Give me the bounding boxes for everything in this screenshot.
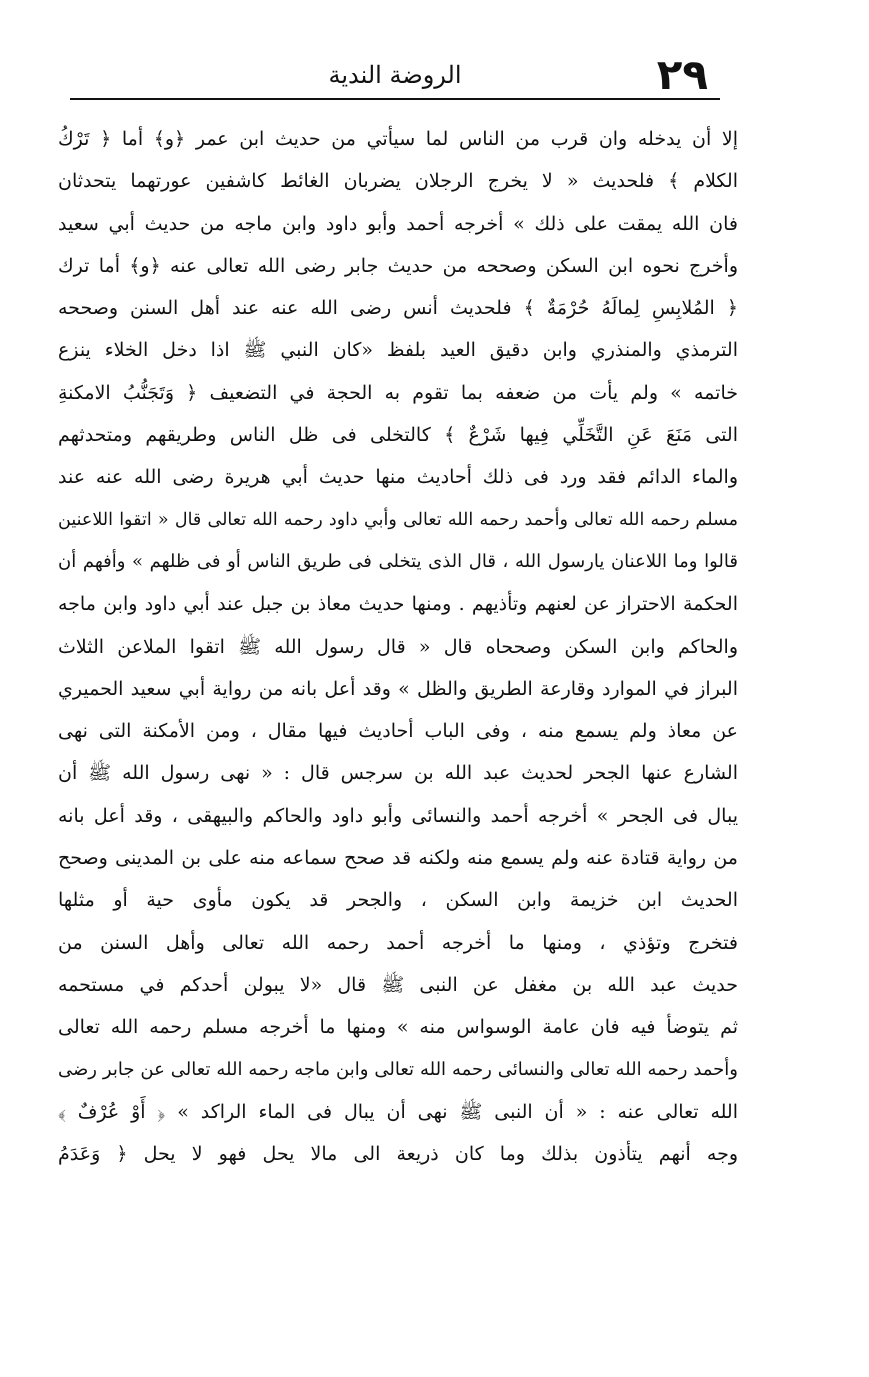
text-line: الشارع عنها الجحر لحديث عبد الله بن سرجس قال : « نهى رسول الله ﷺ أن [58,762,738,785]
text-line: فان الله يمقت على ذلك » أخرجه أحمد وأبو داود وابن ماجه من حديث أبي سعيد [58,212,738,235]
page-header [70,50,720,100]
text-line: وجه أنهم يتأذون بذلك وما كان ذريعة الى مالا يحل فهو لا يحل ﴿ وَعَدَمُ [58,1143,738,1166]
text-line: إلا أن يدخله وان قرب من الناس لما سيأتي من حديث ابن عمر ﴿و﴾ أما ﴿ تَرْكُ [58,128,738,150]
text-line: حديث عبد الله بن مغفل عن النبى ﷺ قال «لا يبولن أحدكم في مستحمه [58,973,738,996]
text-line: عن معاذ ولم يسمع منه ، وفى الباب أحاديث فيها مقال ، ومن الأمكنة التى نهى [58,720,738,743]
text-line: فتخرج وتؤذي ، ومنها ما أخرجه أحمد رحمه الله تعالى وأهل السنن من [58,931,738,954]
text-line: التى مَنَعَ عَنِ التَّخَلِّي فِيها شَرْعٌ ﴾ كالتخلى فى ظل الناس وطريقهم ومتحدثهم [58,424,738,447]
text-line: والحاكم وابن السكن وصححاه قال « قال رسول الله ﷺ اتقوا الملاعن الثلاث [58,635,738,658]
text-line: والماء الدائم فقد ورد فى ذلك أحاديث منها حديث أبي هريرة رضى الله عنه عند [58,466,738,489]
text-line: يبال فى الجحر » أخرجه أحمد والنسائى وأبو داود والحاكم والبيهقى ، وقد أعل بانه [58,804,738,827]
text-line: الترمذي والمنذري وابن دقيق العيد بلفظ «كان النبي ﷺ اذا دخل الخلاء ينزع [58,339,738,362]
text-line: قالوا وما اللاعنان يارسول الله ، قال الذى يتخلى فى طريق الناس أو فى ظلهم » وأفهم أن [58,550,738,572]
text-line: الحكمة الاحتراز عن لعنهم وتأذيهم . ومنها حديث معاذ بن جبل عند أبي داود وابن ماجه [58,593,738,616]
running-title: الروضة الندية [328,61,462,89]
text-line: وأخرج نحوه ابن السكن وصححه من حديث جابر رضى الله تعالى عنه ﴿و﴾ أما ترك [58,254,738,277]
text-line: من رواية قتادة عنه ولم يسمع منه ولكنه قد صحح سماعه منه على بن المدينى وصحح [58,847,738,870]
page-number: ٢٩ [656,50,708,99]
text-line: الله تعالى عنه : « أن النبى ﷺ نهى أن يبال فى الماء الراكد » ﴿ أَوْ عُرْفٌ ﴾ [58,1100,738,1123]
header-rule [70,98,720,100]
text-line: البراز في الموارد وقارعة الطريق والظل » وقد أعل بانه من رواية أبي سعيد الحميري [58,677,738,700]
text-line: وأحمد رحمه الله تعالى والنسائى رحمه الله تعالى وابن ماجه رحمه الله تعالى عن جابر رضى [58,1058,738,1080]
text-line: مسلم رحمه الله تعالى وأحمد رحمه الله تعالى وأبي داود رحمه الله تعالى قال « اتقوا اللاعنين [58,509,738,530]
text-line: ﴿ المُلابِسِ لِمالَهُ حُرْمَةٌ ﴾ فلحديث أنس رضى الله عنه عند أهل السنن وصححه [58,297,738,320]
text-line: ثم يتوضأ فيه فان عامة الوسواس منه » ومنها ما أخرجه مسلم رحمه الله تعالى [58,1016,738,1039]
text-line: خاتمه » ولم يأت من ضعفه بما تقوم به الحجة في التضعيف ﴿ وَتَجَنُّبُ الامكنةِ [58,381,738,404]
text-line: الكلام ﴾ فلحديث « لا يخرج الرجلان يضربان الغائط كاشفين عورتهما يتحدثان [58,170,738,193]
text-line: الحديث ابن خزيمة وابن السكن ، والجحر قد يكون مأوى حية أو مثلها [58,889,738,912]
page-body [58,118,738,1298]
